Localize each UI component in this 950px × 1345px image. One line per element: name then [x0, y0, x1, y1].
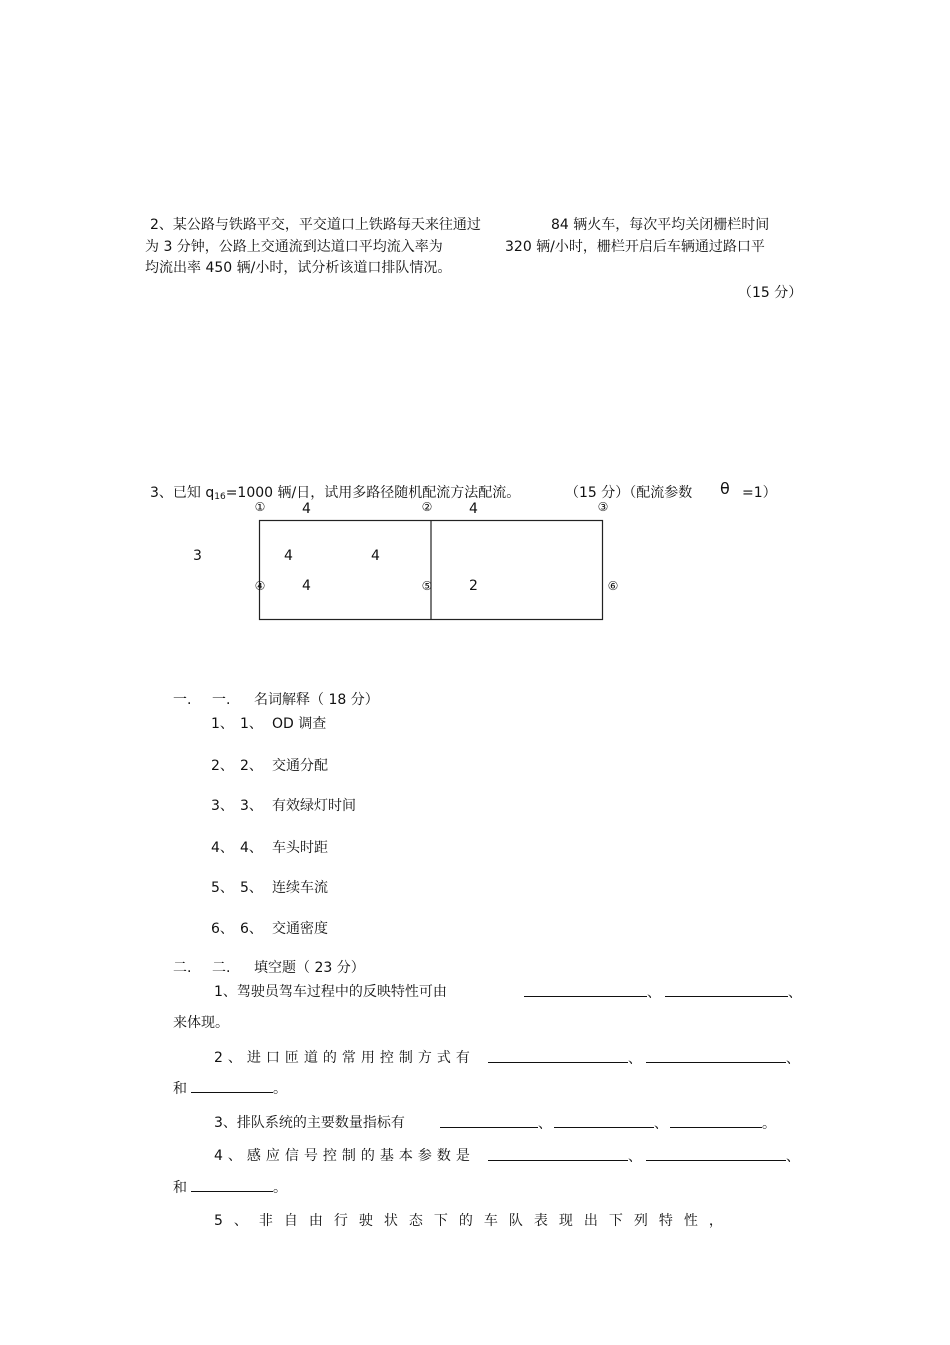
fill-1-cont: 来体现。	[173, 1015, 229, 1031]
q2-line3: 均流出率 450 辆/小时，试分析该道口排队情况。	[145, 260, 452, 276]
answer-blank[interactable]	[646, 1048, 786, 1063]
fill-4-cont-line	[173, 1177, 287, 1198]
term-text-5: 连续车流	[272, 880, 328, 896]
term-num-6: 6、	[211, 921, 234, 937]
weight-mid-center: 4	[371, 548, 380, 564]
node-4: ④	[254, 579, 266, 593]
fill-3-blanks	[440, 1113, 776, 1134]
term-num-2: 2、	[211, 758, 234, 774]
weight-2-3: 4	[469, 501, 478, 517]
term-num-5: 5、	[211, 880, 234, 896]
answer-blank[interactable]	[524, 982, 647, 997]
section2-heading-a: 二.	[173, 960, 192, 976]
separator: 、	[538, 1116, 552, 1132]
q2-score: （15 分）	[738, 285, 803, 301]
q3-subscript: 16	[214, 492, 226, 502]
term-num-1: 1、	[211, 716, 234, 732]
weight-5-6: 2	[469, 578, 478, 594]
separator: 、	[628, 1051, 642, 1067]
separator: 、	[786, 1149, 800, 1165]
fill-2-text: 2、进口匝道的常用控制方式有	[214, 1050, 475, 1066]
fill-2-blanks	[488, 1048, 800, 1069]
separator: 、	[788, 985, 802, 1001]
term-sub-2: 2、	[240, 758, 263, 774]
fill-5-text: 5、非自由行驶状态下的车队表现出下列特性，	[214, 1213, 734, 1229]
answer-blank[interactable]	[191, 1078, 273, 1093]
q3-prefix: 3、已知 q	[150, 485, 215, 501]
weight-1-2: 4	[302, 501, 311, 517]
answer-blank[interactable]	[554, 1113, 654, 1128]
term-sub-6: 6、	[240, 921, 263, 937]
answer-blank[interactable]	[646, 1146, 786, 1161]
q2-line2-b: 320 辆/小时，栅栏开启后车辆通过路口平	[505, 239, 765, 255]
fill-4-text: 4、感应信号控制的基本参数是	[214, 1148, 475, 1164]
answer-blank[interactable]	[191, 1177, 273, 1192]
section2-heading-b: 二.	[212, 960, 231, 976]
term-num-3: 3、	[211, 798, 234, 814]
node-3: ③	[597, 500, 609, 514]
separator: 。	[762, 1116, 776, 1132]
term-text-1: OD 调查	[272, 716, 327, 732]
answer-blank[interactable]	[665, 982, 788, 997]
q2-line1-a: 2、某公路与铁路平交，平交道口上铁路每天来往通过	[150, 217, 481, 233]
term-num-4: 4、	[211, 840, 234, 856]
fill-2-cont-line	[173, 1078, 287, 1099]
answer-blank[interactable]	[440, 1113, 538, 1128]
weight-mid-left: 4	[284, 548, 293, 564]
node-5: ⑤	[421, 579, 433, 593]
term-sub-3: 3、	[240, 798, 263, 814]
separator: 。	[273, 1180, 287, 1196]
separator: 、	[647, 985, 661, 1001]
node-1: ①	[254, 500, 266, 514]
q3-theta-value: =1）	[742, 485, 777, 501]
fill-1-text: 1、驾驶员驾车过程中的反映特性可由	[214, 984, 447, 1000]
section1-heading: 名词解释（ 18 分）	[254, 692, 379, 708]
section1-heading-a: 一.	[173, 692, 192, 708]
separator: 。	[273, 1081, 287, 1097]
term-text-2: 交通分配	[272, 758, 328, 774]
q3-theta: θ	[720, 479, 730, 498]
q2-line2-a: 为 3 分钟，公路上交通流到达道口平均流入率为	[145, 239, 443, 255]
answer-blank[interactable]	[488, 1146, 628, 1161]
q2-line1-b: 84 辆火车，每次平均关闭栅栏时间	[551, 217, 770, 233]
node-6: ⑥	[607, 579, 619, 593]
fill-2-cont: 和	[173, 1081, 187, 1097]
q3-score-param: （15 分）（配流参数	[565, 485, 693, 501]
fill-4-cont: 和	[173, 1180, 187, 1196]
weight-left: 3	[193, 548, 202, 564]
term-text-6: 交通密度	[272, 921, 328, 937]
term-sub-4: 4、	[240, 840, 263, 856]
fill-4-blanks	[488, 1146, 800, 1167]
term-text-3: 有效绿灯时间	[272, 798, 356, 814]
term-text-4: 车头时距	[272, 840, 328, 856]
weight-4-5: 4	[302, 578, 311, 594]
section2-heading: 填空题（ 23 分）	[254, 960, 365, 976]
fill-3-text: 3、排队系统的主要数量指标有	[214, 1115, 405, 1131]
answer-blank[interactable]	[488, 1048, 628, 1063]
section1-heading-b: 一.	[212, 692, 231, 708]
fill-1-blanks	[524, 982, 802, 1003]
q3-text-a: =1000 辆/日，试用多路径随机配流方法配流。	[225, 485, 521, 501]
separator: 、	[628, 1149, 642, 1165]
node-2: ②	[421, 500, 433, 514]
separator: 、	[786, 1051, 800, 1067]
answer-blank[interactable]	[670, 1113, 762, 1128]
term-sub-1: 1、	[240, 716, 263, 732]
separator: 、	[654, 1116, 668, 1132]
term-sub-5: 5、	[240, 880, 263, 896]
